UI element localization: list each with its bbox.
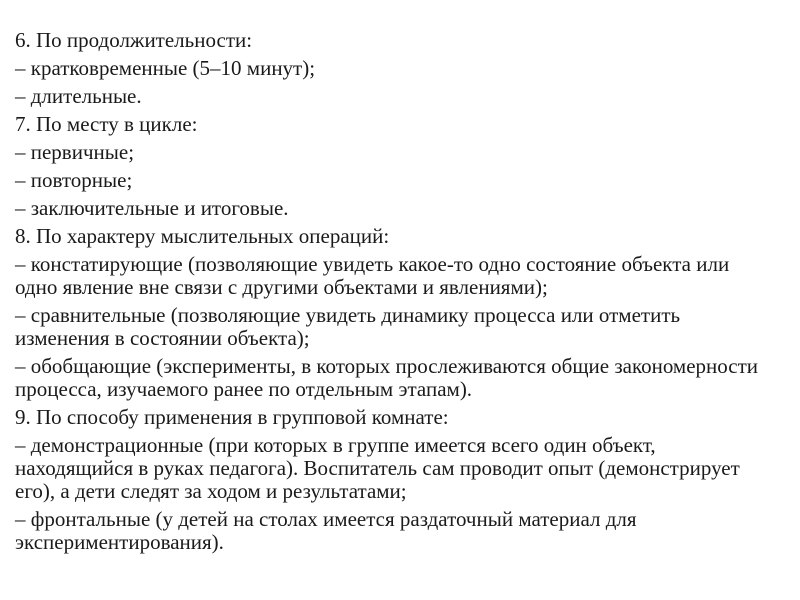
list-item-repeated: – повторные; — [15, 168, 133, 192]
list-item-ascertaining: – констатирующие (позволяющие увидеть какое-то одно состояние объекта или одно явление вне связи с другими объектами и явлениями); — [15, 252, 730, 299]
list-item-frontal: – фронтальные (у детей на столах имеется раздаточный материал для экспериментирования). — [15, 507, 637, 554]
heading-application-method: 9. По способу применения в групповой комнате: — [15, 405, 449, 429]
list-item-comparative: – сравнительные (позволяющие увидеть динамику процесса или отметить изменения в состоянии объекта); — [15, 303, 681, 350]
list-item-short-term: – кратковременные (5–10 минут); — [15, 56, 316, 80]
heading-mental-operations: 8. По характеру мыслительных операций: — [15, 224, 390, 248]
list-item-demonstration: – демонстрационные (при которых в группе имеется всего один объект, находящийся в руках педагога). Воспитатель сам проводит опыт (демонстрирует его), а дети следят за ходом и результатами; — [15, 433, 740, 503]
heading-duration: 6. По продолжительности: — [15, 28, 253, 52]
heading-place-in-cycle: 7. По месту в цикле: — [15, 112, 198, 136]
list-item-final: – заключительные и итоговые. — [15, 196, 289, 220]
list-item-primary: – первичные; — [15, 140, 135, 164]
list-item-generalizing: – обобщающие (эксперименты, в которых прослеживаются общие закономерности процесса, изучаемого ранее по отдельным этапам). — [15, 354, 759, 401]
list-item-long-term: – длительные. — [15, 84, 142, 108]
